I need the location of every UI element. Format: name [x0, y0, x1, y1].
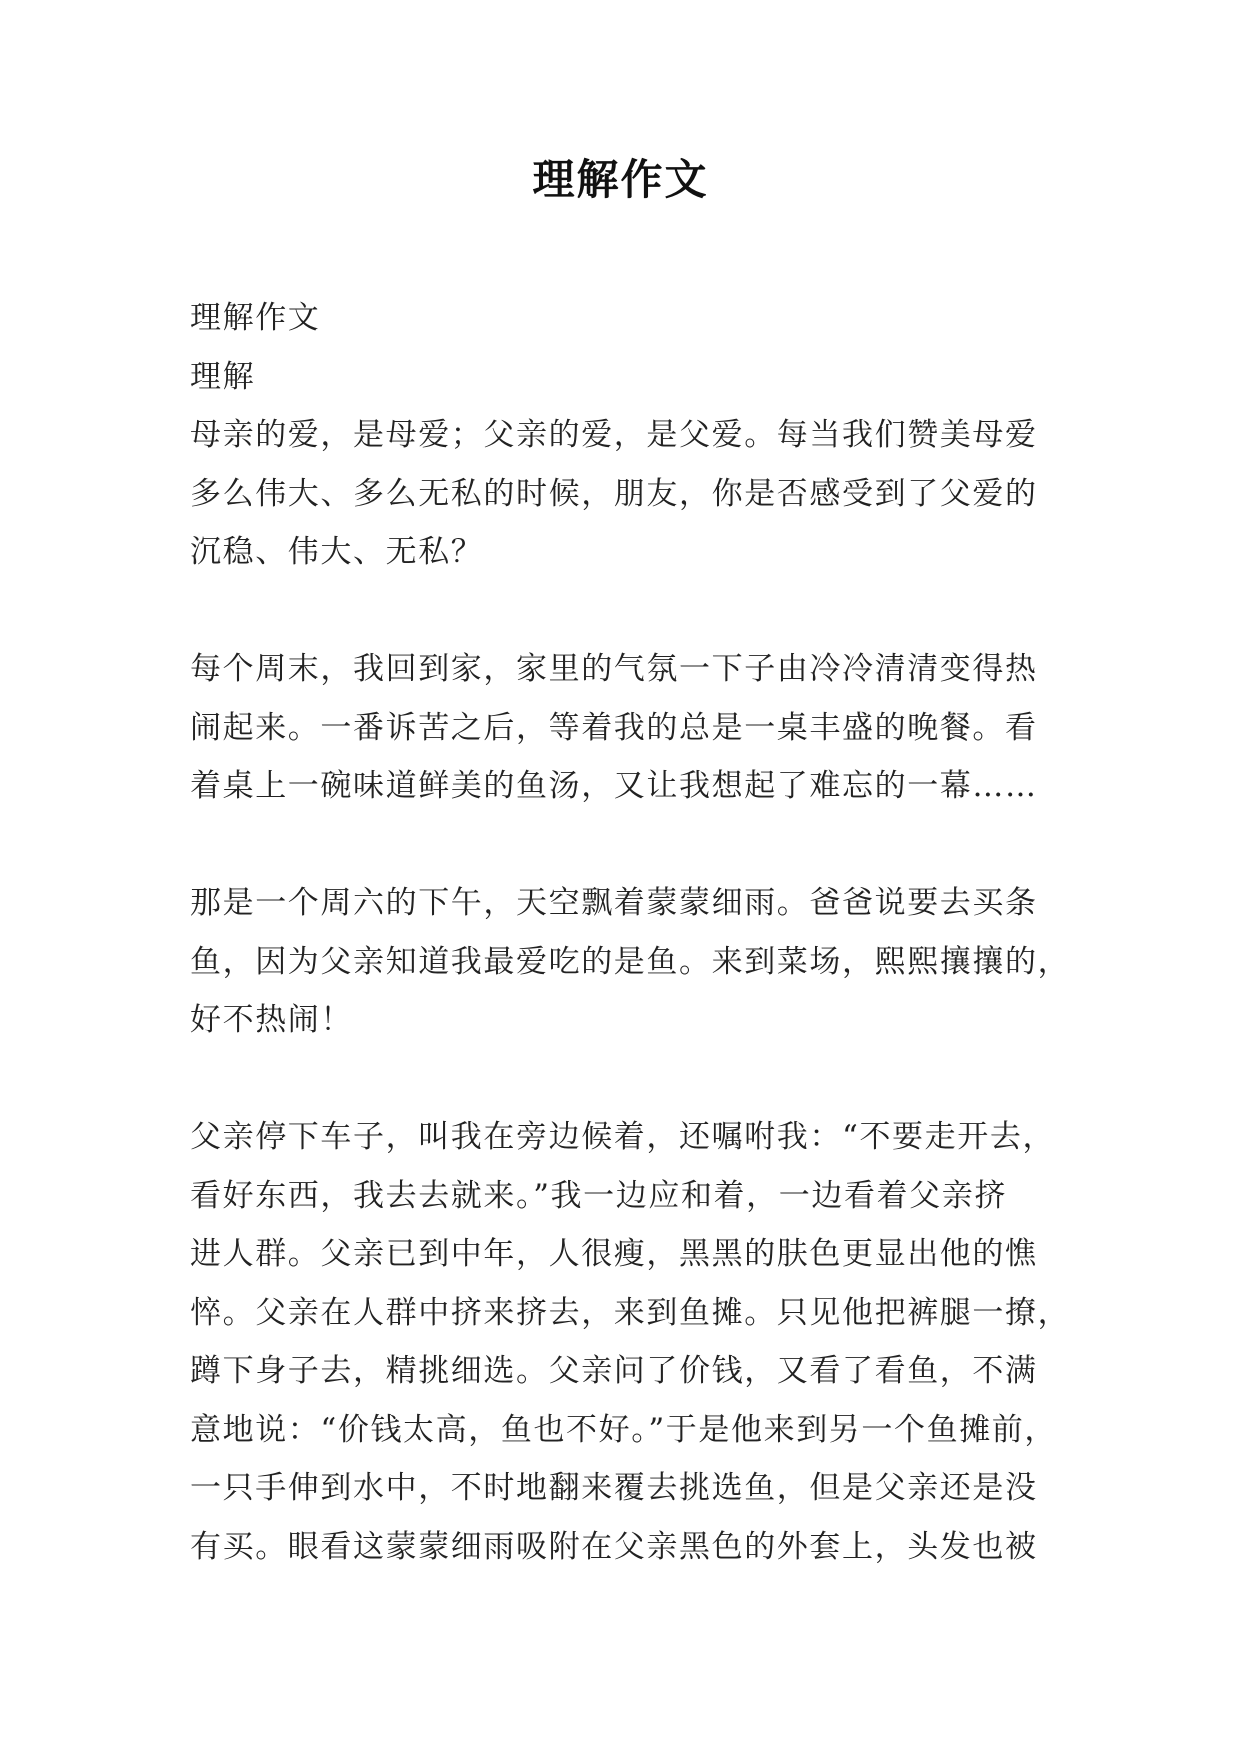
- body-line: 每个周末，我回到家，家里的气氛一下子由冷冷清清变得热: [190, 651, 1038, 687]
- body-line: 一只手伸到水中，不时地翻来覆去挑选鱼，但是父亲还是没: [190, 1470, 1038, 1506]
- document-title: 理解作文: [532, 155, 709, 204]
- paragraph-gap: [190, 816, 1070, 875]
- body-line: 好不热闹！: [190, 1002, 353, 1038]
- paragraph-gap: [190, 1050, 1070, 1109]
- body-line: 着桌上一碗味道鲜美的鱼汤，又让我想起了难忘的一幕……: [190, 768, 1038, 804]
- document-body: [190, 289, 1070, 1576]
- body-line: 意地说：“价钱太高，鱼也不好。”于是他来到另一个鱼摊前，: [190, 1411, 1057, 1448]
- body-line: 闹起来。一番诉苦之后，等着我的总是一桌丰盛的晚餐。看: [190, 709, 1038, 746]
- body-line-heading: 理解作文: [190, 300, 321, 336]
- body-line: 看好东西，我去去就来。”我一边应和着，一边看着父亲挤: [190, 1177, 1007, 1214]
- body-line: 蹲下身子去，精挑细选。父亲问了价钱，又看了看鱼，不满: [190, 1353, 1038, 1389]
- paragraph-gap: [190, 582, 1070, 641]
- body-line: 多么伟大、多么无私的时候，朋友，你是否感受到了父爱的: [190, 475, 1038, 512]
- body-line: 悴。父亲在人群中挤来挤去，来到鱼摊。只见他把裤腿一撩，: [190, 1294, 1071, 1331]
- body-line: 母亲的爱，是母爱；父亲的爱，是父爱。每当我们赞美母爱: [190, 417, 1038, 453]
- body-line: 那是一个周六的下午，天空飘着蒙蒙细雨。爸爸说要去买条: [190, 885, 1038, 921]
- body-line: 父亲停下车子，叫我在旁边候着，还嘱咐我：“不要走开去，: [190, 1119, 1056, 1155]
- body-line: 鱼，因为父亲知道我最爱吃的是鱼。来到菜场，熙熙攘攘的，: [190, 943, 1071, 980]
- body-line: 进人群。父亲已到中年，人很瘦，黑黑的肤色更显出他的憔: [190, 1236, 1038, 1272]
- body-line-subheading: 理解: [190, 358, 256, 395]
- body-line: 沉稳、伟大、无私？: [190, 534, 484, 570]
- body-line: 有买。眼看这蒙蒙细雨吸附在父亲黑色的外套上，头发也被: [190, 1528, 1038, 1565]
